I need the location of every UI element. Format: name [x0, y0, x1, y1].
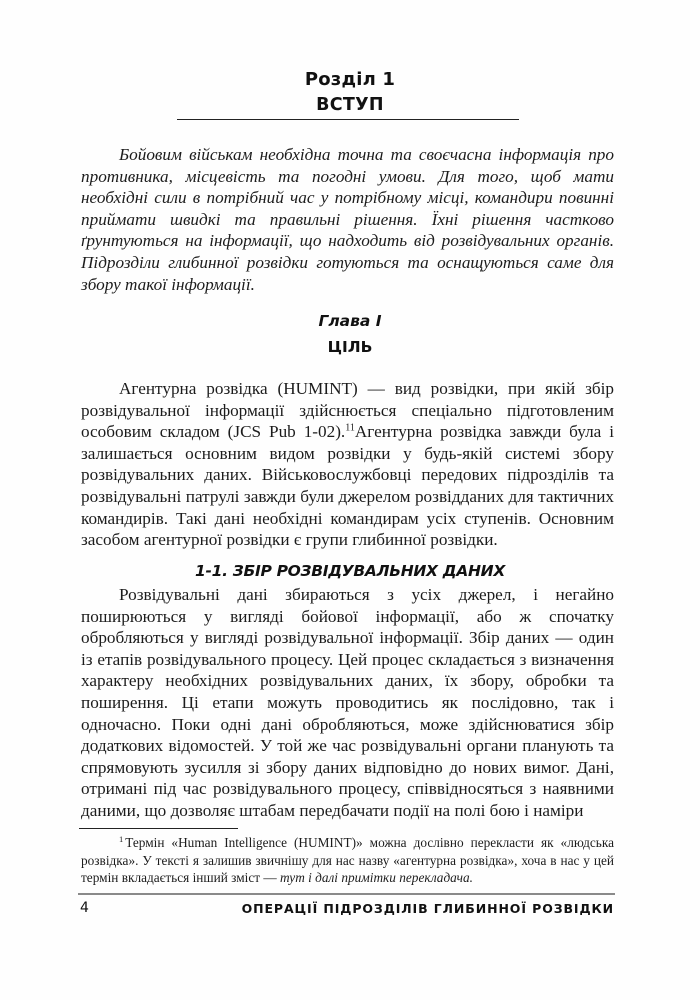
page-number: 4	[80, 900, 89, 916]
footer-divider	[78, 893, 615, 895]
footnote-marker: 1	[119, 833, 124, 844]
intro-paragraph: Бойовим військам необхідна точна та своєчасна інформація про противника, місцевість та погодні умови. Для того, щоб мати необхідні сили в потрібний час у потрібному місці, командири повинні приймати швидкі та правильні рішення. Їхні рішення частково ґрунтуються на інформації, що надходить від розвідувальних органів. Підрозділи глибинної розвідки готуються та оснащуються саме для збору такої інформації.	[81, 145, 614, 294]
running-title: ОПЕРАЦІЇ ПІДРОЗДІЛІВ ГЛИБИННОЇ РОЗВІДКИ	[241, 901, 614, 916]
footnote-separator	[79, 828, 238, 829]
footnote	[81, 834, 614, 887]
footnote-reference[interactable]: 11	[345, 422, 355, 434]
title-divider	[177, 119, 519, 120]
section-paragraph: Розвідувальні дані збираються з усіх джерел, і негайно поширюються у вигляді бойової інформації, або ж спочатку обробляються у вигляді розвідувальної інформації. Збір даних — один із етапів розвідувального процесу. Цей процес складається з визначення характеру необхідних розвідувальних даних, їх збору, обробки та поширення. Ці етапи можуть проводитись як послідовно, так і одночасно. Поки одні дані обробляються, може здійснюватися збір додаткових відомостей. У той же час розвідувальні органи планують та спрямовують зусилля зі збору даних відповідно до нових вимог. Дані, отримані під час розвідувального процесу, співвідносяться з наявними даними, що дозволяє штабам передбачати події на полі бою і наміри	[81, 585, 614, 820]
purpose-text-before-ref: Агентурна розвідка (HUMINT) — вид розвідки, при якій збір розвідувальної інформації здійснюється спеціально підготовленим особовим складом (JCS Pub 1-02).	[81, 379, 614, 442]
section-paragraph-block	[81, 584, 614, 822]
purpose-paragraph	[81, 378, 614, 551]
chapter-number: Розділ 1	[304, 69, 396, 90]
chapter-title: ВСТУП	[316, 95, 384, 115]
intro-paragraph-block	[81, 144, 614, 295]
purpose-text-after-ref: Агентурна розвідка завжди була і залишається основним видом розвідки у будь-якій системі збору розвідувальних даних. Військовослужбовці передових підрозділів та розвідувальні патрулі завжди були джерелом розвідданих для тактичних командирів. Такі дані необхідні командирам усіх ступенів. Основним засобом агентурної розвідки є групи глибинної розвідки.	[81, 422, 614, 550]
page-footer	[80, 900, 614, 922]
glava-title: ЦІЛЬ	[327, 338, 373, 356]
footnote-italic-note: тут і далі примітки перекладача.	[280, 870, 473, 885]
footnote-text: Термін «Human Intelligence (HUMINT)» можна дослівно перекласти як «людська розвідка». У тексті я залишив звичнішу для нас назву «агентурна розвідка», хоча в нас у цей термін вкладається інший зміст —	[81, 835, 614, 885]
purpose-paragraph-block	[81, 378, 614, 551]
footnote-paragraph	[81, 834, 614, 887]
section-heading: 1-1. ЗБІР РОЗВІДУВАЛЬНИХ ДАНИХ	[194, 562, 505, 580]
glava-label: Глава I	[318, 312, 382, 330]
